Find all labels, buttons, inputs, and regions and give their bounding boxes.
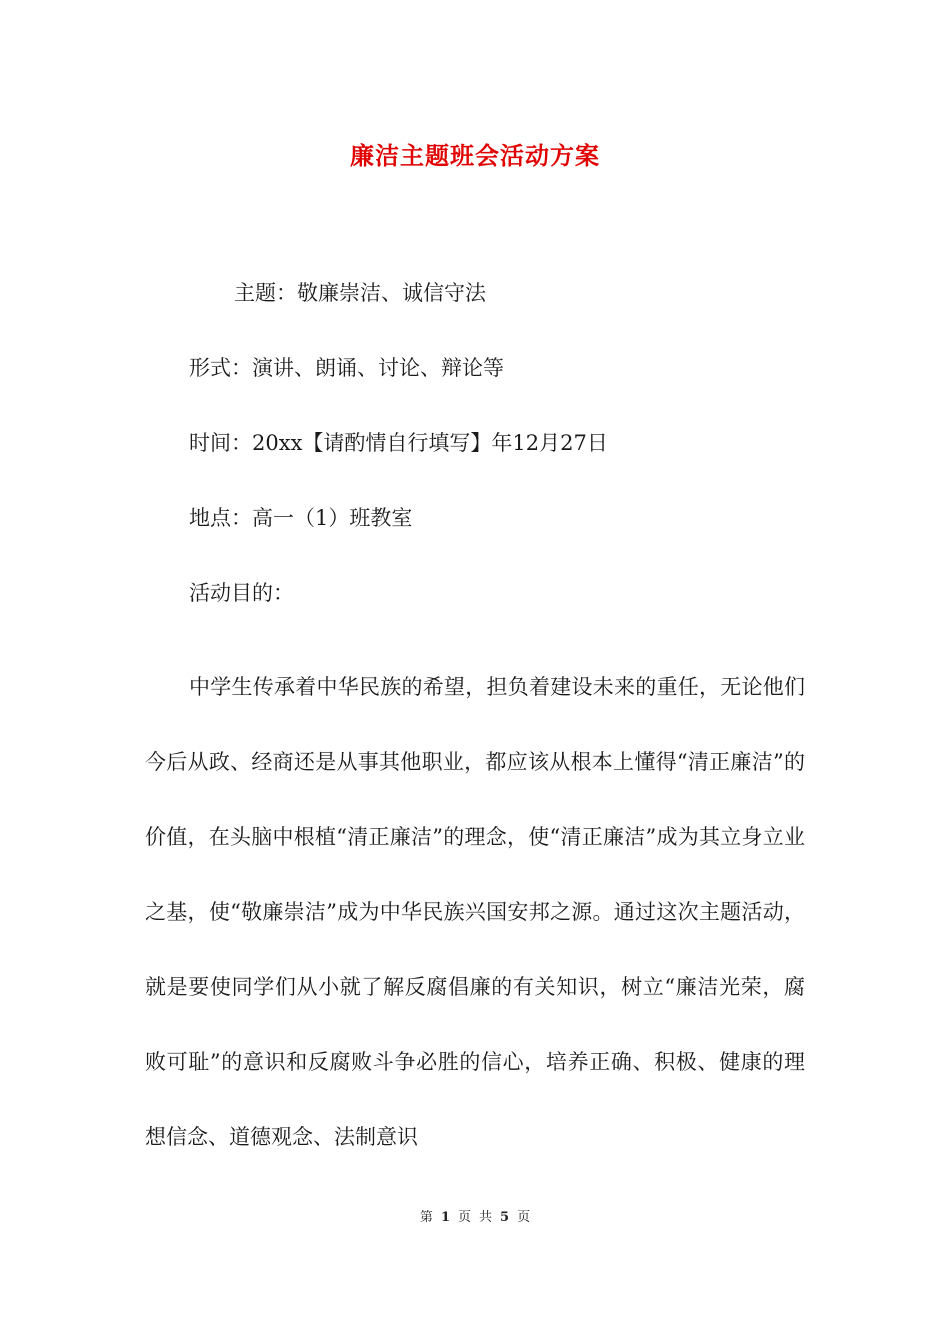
place-line: 地点：高一（1）班教室: [189, 506, 413, 530]
time-line: 时间：20xx【请酌情自行填写】年12月27日: [189, 431, 608, 455]
footer-total-prefix: 共: [479, 1210, 493, 1225]
form-line: 形式：演讲、朗诵、讨论、辩论等: [189, 356, 504, 380]
footer-current-page: 1: [440, 1210, 450, 1225]
page-footer: [0, 1206, 950, 1225]
footer-suffix: 页: [517, 1210, 531, 1225]
footer-page-word: 页: [457, 1210, 471, 1225]
purpose-paragraph: 中学生传承着中华民族的希望，担负着建设未来的重任，无论他们今后从政、经商还是从事其他职业，都应该从根本上懂得“清正廉洁”的价值，在头脑中根植“清正廉洁”的理念，使“清正廉洁”成为其立身立业之基，使“敬廉崇洁”成为中华民族兴国安邦之源。通过这次主题活动，就是要使同学们从小就了解反腐倡廉的有关知识，树立“廉洁光荣，腐败可耻”的意识和反腐败斗争必胜的信心，培养正确、积极、健康的理想信念、道德观念、法制意识: [145, 675, 805, 1149]
purpose-heading: 活动目的：: [189, 581, 294, 605]
footer-prefix: 第: [419, 1210, 433, 1225]
document-title: 廉洁主题班会活动方案: [350, 141, 600, 170]
footer-total-pages: 5: [500, 1210, 510, 1225]
theme-line: 主题：敬廉崇洁、诚信守法: [234, 281, 486, 305]
